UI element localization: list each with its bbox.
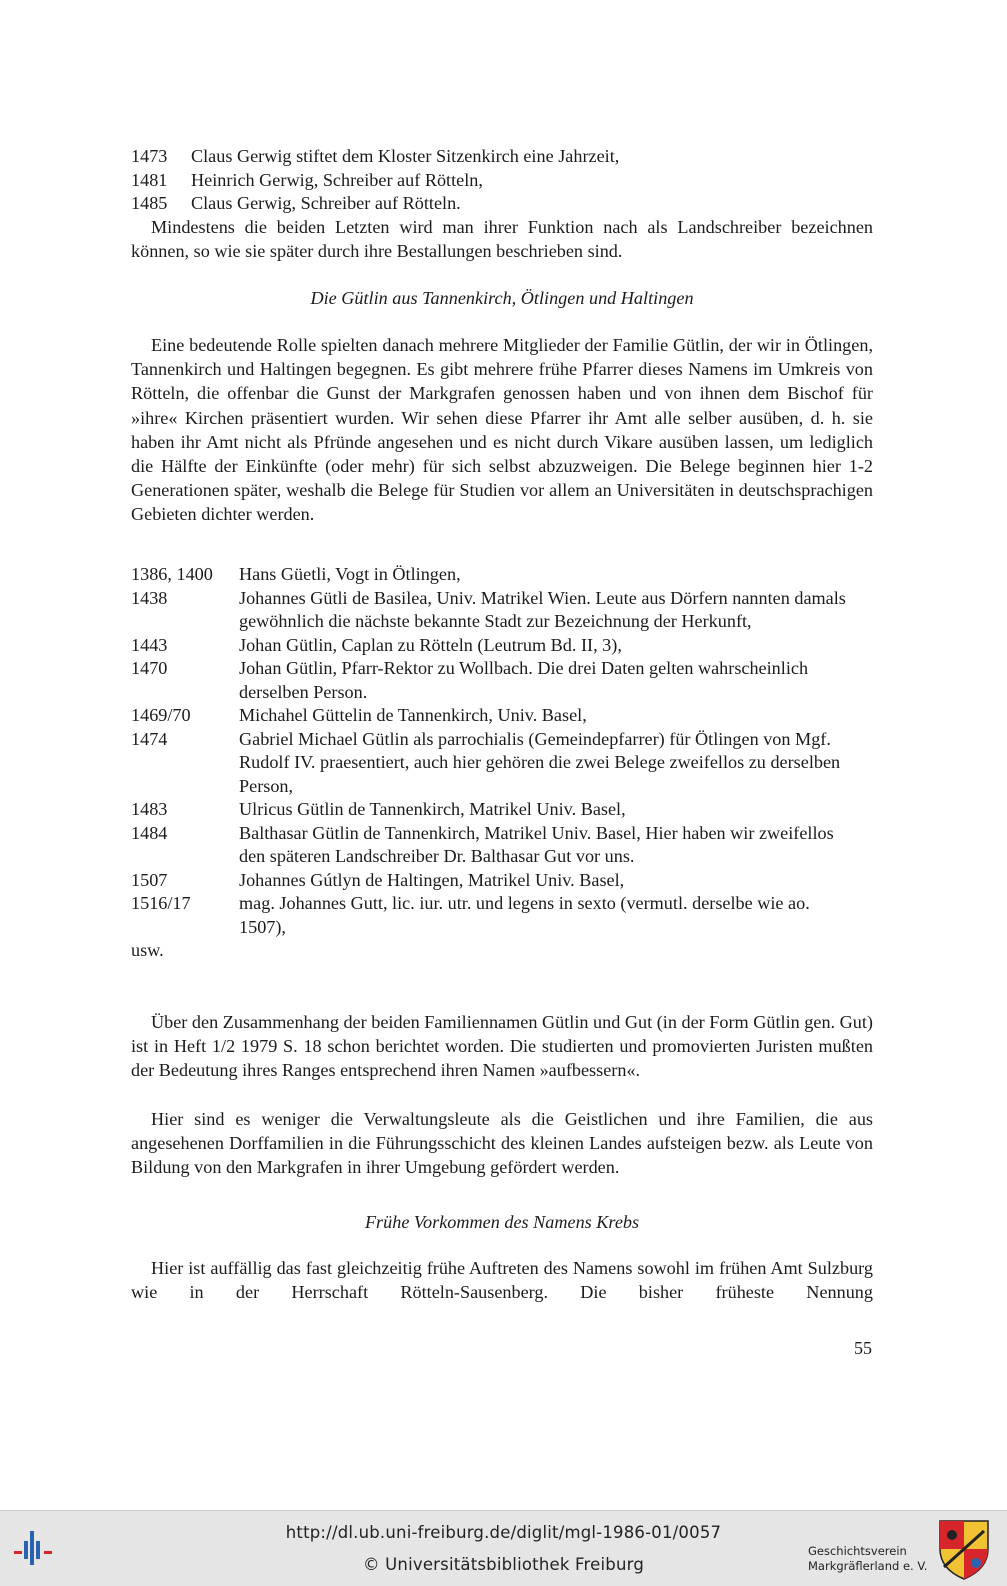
section-heading-guetlin: Die Gütlin aus Tannenkirch, Ötlingen und Haltingen [310, 288, 694, 308]
paragraph-text: Hier ist auffällig das fast gleichzeitig frühe Auftreten des Namens sowohl im frühen Amt Sulzburg wie in der Herrschaft Rötteln-Sausenberg. Die bisher früheste Nennung [131, 1258, 873, 1303]
entry-text: Heinrich Gerwig, Schreiber auf Rötteln, [191, 169, 483, 190]
entry-text: Michahel Güttelin de Tannenkirch, Univ. Basel, [239, 705, 587, 725]
guetlin-entries-list [131, 563, 873, 963]
footer-organization [808, 1544, 927, 1574]
page-number: 55 [854, 1338, 872, 1358]
entry-year: 1470 [131, 658, 168, 678]
entry-year: 1474 [131, 728, 168, 749]
list-item [131, 869, 873, 893]
list-item [131, 728, 873, 799]
org-line-2: Markgräflerland e. V. [808, 1559, 928, 1573]
entry-text: Gabriel Michael Gütlin als parrochialis (Gemeindepfarrer) für Ötlingen von Mgf. Rudolf IV. praesentiert, auch hier gehören die zwei Belege zweifellos zu derselben Person, [239, 728, 841, 796]
entry-year: 1485 [131, 193, 168, 213]
paragraph-text: Hier sind es weniger die Verwaltungsleute als die Geistlichen und ihre Familien, die aus angesehenen Dorffamilien in die Führungsschicht des kleinen Landes aufsteigen bezw. als Leute von Bildung von den Markgrafen in ihrer Umgebung gefördert werden. [131, 1109, 873, 1178]
list-item [131, 563, 873, 587]
names-paragraph [131, 1010, 873, 1083]
entry-text: Johannes Gütli de Basilea, Univ. Matrikel Wien. Leute aus Dörfern nannten damals gewöhnlich die nächste bekannte Stadt zur Bezeichnung der Herkunft, [239, 587, 846, 631]
entry-year: 1516/17 [131, 893, 191, 913]
footer-copyright: © Universitätsbibliothek Freiburg [362, 1555, 644, 1574]
list-item [131, 192, 619, 216]
list-item [131, 634, 873, 658]
paragraph-text: Eine bedeutende Rolle spielten danach mehrere Mitglieder der Familie Gütlin, der wir in Ötlingen, Tannenkirch und Haltingen begegnen. Es gibt mehrere frühe Pfarrer dieses Namens im Umkreis von Rötteln, die offenbar die Gunst der Markgrafen genossen haben und von ihnen dem Bischof für »ihre« Kirchen präsentiert wurden. Wir sehen diese Pfarrer ihr Amt alle selber ausüben, d. h. sie haben ihr Amt nicht als Pfründe angesehen und es nicht durch Vikare ausüben lassen, um lediglich die Hälfte der Einkünfte (oder mehr) für sich selbst abzuzweigen. Die Belege beginnen hier 1-2 Generationen später, weshalb die Belege für Studien vor allem an Universitäten in deutschsprachigen Gebieten dichter werden. [131, 335, 873, 525]
paragraph-text: Über den Zusammenhang der beiden Familiennamen Gütlin und Gut (in der Form Gütlin gen. Gut) ist in Heft 1/2 1979 S. 18 schon berichtet worden. Die studierten und promovierten Juristen mußten der Bedeutung ihres Ranges entsprechend ihren Namen »aufbessern«. [131, 1012, 873, 1081]
entry-text: Balthasar Gütlin de Tannenkirch, Matrikel Univ. Basel, Hier haben wir zweifellos den späteren Landschreiber Dr. Balthasar Gut vor uns. [239, 822, 834, 866]
entry-year: 1484 [131, 822, 168, 843]
entry-text: Hans Güetli, Vogt in Ötlingen, [239, 564, 461, 584]
krebs-paragraph [131, 1256, 873, 1304]
list-item [131, 145, 619, 169]
section-heading-krebs: Frühe Vorkommen des Namens Krebs [364, 1212, 640, 1232]
list-item [131, 892, 873, 939]
list-item [131, 169, 619, 193]
entry-year: 1386, 1400 [131, 564, 213, 584]
coat-of-arms-icon [938, 1519, 990, 1581]
entry-text: mag. Johannes Gutt, lic. iur. utr. und legens in sexto (vermutl. derselbe wie ao. 1507), [239, 893, 810, 937]
entry-year: 1469/70 [131, 705, 191, 725]
entry-year: 1481 [131, 169, 168, 190]
early-entries-list [131, 145, 619, 216]
usw-label: usw. [131, 940, 164, 960]
org-line-1: Geschichtsverein [808, 1544, 907, 1558]
entry-text: Claus Gerwig stiftet dem Kloster Sitzenkirch eine Jahrzeit, [191, 146, 620, 166]
list-item [131, 822, 873, 869]
entry-text: Ulricus Gütlin de Tannenkirch, Matrikel Univ. Basel, [239, 799, 626, 819]
footer-bar [0, 1510, 1007, 1586]
clergy-paragraph [131, 1107, 873, 1180]
list-item [131, 587, 873, 634]
list-item [131, 798, 873, 822]
entry-year: 1473 [131, 146, 168, 166]
entry-year: 1443 [131, 634, 168, 655]
list-item [131, 704, 873, 728]
list-item [131, 657, 873, 704]
entry-year: 1507 [131, 869, 168, 890]
guetlin-paragraph [131, 333, 873, 527]
entry-text: Claus Gerwig, Schreiber auf Rötteln. [191, 193, 461, 213]
paragraph-text: Mindestens die beiden Letzten wird man ihrer Funktion nach als Landschreiber bezeichnen können, so wie sie später durch ihre Bestallungen beschrieben sind. [131, 217, 873, 262]
entry-text: Johan Gütlin, Pfarr-Rektor zu Wollbach. Die drei Daten gelten wahrscheinlich derselben Person. [239, 658, 809, 702]
footer-url-link[interactable]: http://dl.ub.uni-freiburg.de/diglit/mgl-1986-01/0057 [285, 1523, 722, 1542]
entry-year: 1483 [131, 799, 168, 819]
intro-paragraph [131, 215, 873, 263]
entry-text: Johannes Gútlyn de Haltingen, Matrikel Univ. Basel, [239, 869, 625, 890]
entry-year: 1438 [131, 587, 168, 608]
entry-text: Johan Gütlin, Caplan zu Rötteln (Leutrum Bd. II, 3), [239, 634, 622, 655]
